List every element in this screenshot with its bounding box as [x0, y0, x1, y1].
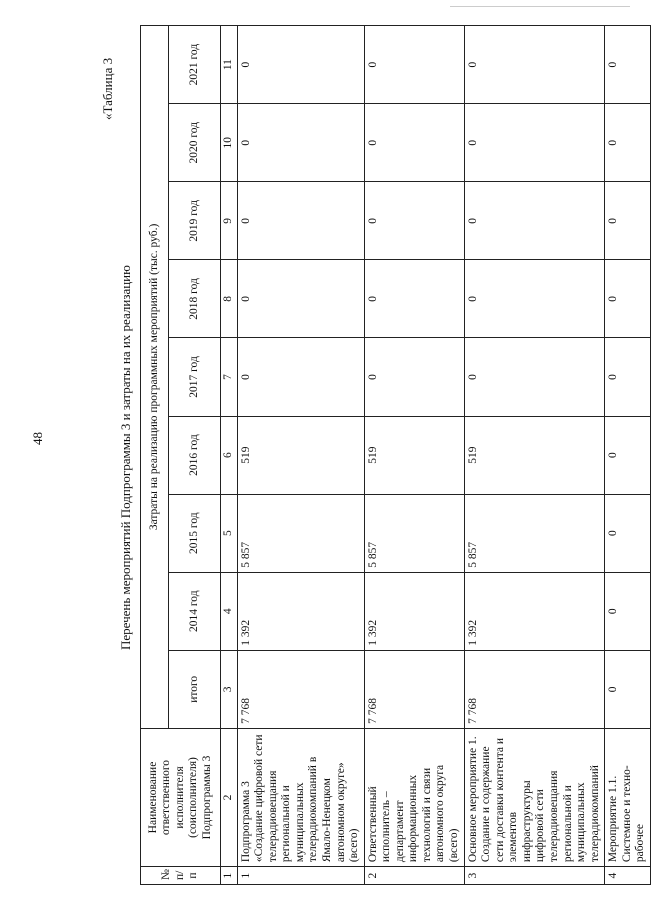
- value-cell: 7 768: [237, 650, 364, 728]
- value-cell: 0: [364, 104, 464, 182]
- value-cell: 0: [605, 260, 651, 338]
- value-cell: 0: [237, 26, 364, 104]
- header-year: 2016 год: [169, 416, 221, 494]
- value-cell: 0: [605, 26, 651, 104]
- value-cell: 0: [605, 104, 651, 182]
- column-number: 1: [221, 867, 238, 885]
- table-row: [364, 26, 464, 885]
- value-cell: 1 392: [364, 572, 464, 650]
- header-year: 2015 год: [169, 494, 221, 572]
- page-number: 48: [30, 432, 45, 445]
- value-cell: 5 857: [364, 494, 464, 572]
- column-number: 7: [221, 338, 238, 416]
- value-cell: 5 857: [237, 494, 364, 572]
- value-cell: 0: [464, 338, 605, 416]
- column-number: 4: [221, 572, 238, 650]
- column-number: 11: [221, 26, 238, 104]
- value-cell: 0: [364, 260, 464, 338]
- value-cell: 1 392: [464, 572, 605, 650]
- header-name: Наименование ответственного исполнителя (соисполнителя) Подпрограммы 3: [141, 728, 221, 866]
- header-year: 2019 год: [169, 182, 221, 260]
- row-number: 3: [464, 867, 605, 885]
- column-number: 10: [221, 104, 238, 182]
- value-cell: 0: [464, 26, 605, 104]
- value-cell: 1 392: [237, 572, 364, 650]
- value-cell: 0: [237, 260, 364, 338]
- column-number: 2: [221, 728, 238, 866]
- row-number: 1: [237, 867, 364, 885]
- value-cell: 0: [605, 494, 651, 572]
- header-year: 2021 год: [169, 26, 221, 104]
- column-number: 6: [221, 416, 238, 494]
- row-name: Мероприятие 1.1. Системное и техно-рабочее: [605, 728, 651, 866]
- value-cell: 0: [605, 182, 651, 260]
- header-year: 2020 год: [169, 104, 221, 182]
- value-cell: 519: [364, 416, 464, 494]
- header-total: итого: [169, 650, 221, 728]
- row-name: Ответственный исполнитель – департамент информационных технологий и связи автономного округа (всего): [364, 728, 464, 866]
- value-cell: 0: [237, 338, 364, 416]
- row-number: 4: [605, 867, 651, 885]
- table-row: [464, 26, 605, 885]
- column-number: 8: [221, 260, 238, 338]
- value-cell: 519: [464, 416, 605, 494]
- column-number: 9: [221, 182, 238, 260]
- costs-table: [140, 25, 651, 885]
- value-cell: 0: [237, 104, 364, 182]
- value-cell: 0: [464, 104, 605, 182]
- header-costs-group: Затраты на реализацию программных мероприятий (тыс. руб.): [141, 26, 169, 729]
- column-numbers-row: [221, 26, 238, 885]
- document-title: Перечень мероприятий Подпрограммы 3 и затраты на их реализацию: [118, 265, 133, 650]
- value-cell: 0: [605, 416, 651, 494]
- value-cell: 0: [364, 182, 464, 260]
- table-label: «Таблица 3: [100, 57, 115, 120]
- row-number: 2: [364, 867, 464, 885]
- value-cell: 0: [464, 182, 605, 260]
- header-no: № п/п: [141, 867, 221, 885]
- value-cell: 0: [464, 260, 605, 338]
- top-edge-line: [450, 6, 630, 7]
- value-cell: 519: [237, 416, 364, 494]
- value-cell: 0: [237, 182, 364, 260]
- value-cell: 0: [605, 572, 651, 650]
- rotated-table-container: [140, 25, 647, 885]
- value-cell: 7 768: [464, 650, 605, 728]
- table-row: [605, 26, 651, 885]
- header-year: 2018 год: [169, 260, 221, 338]
- column-number: 3: [221, 650, 238, 728]
- table-row: [237, 26, 364, 885]
- value-cell: 0: [364, 338, 464, 416]
- value-cell: 0: [364, 26, 464, 104]
- header-year: 2017 год: [169, 338, 221, 416]
- value-cell: 0: [605, 650, 651, 728]
- column-number: 5: [221, 494, 238, 572]
- value-cell: 7 768: [364, 650, 464, 728]
- row-name: Подпрограмма 3 «Создание цифровой сети телерадиовещания региональной и муниципальных телерадиокомпаний в Ямало-Ненецком автономном округе» (всего): [237, 728, 364, 866]
- row-name: Основное мероприятие 1. Создание и содержание сети доставки контента и элементов инфраструктуры цифровой сети телерадиовещания региональной и муниципальных телерадиокомпаний: [464, 728, 605, 866]
- value-cell: 5 857: [464, 494, 605, 572]
- header-year: 2014 год: [169, 572, 221, 650]
- value-cell: 0: [605, 338, 651, 416]
